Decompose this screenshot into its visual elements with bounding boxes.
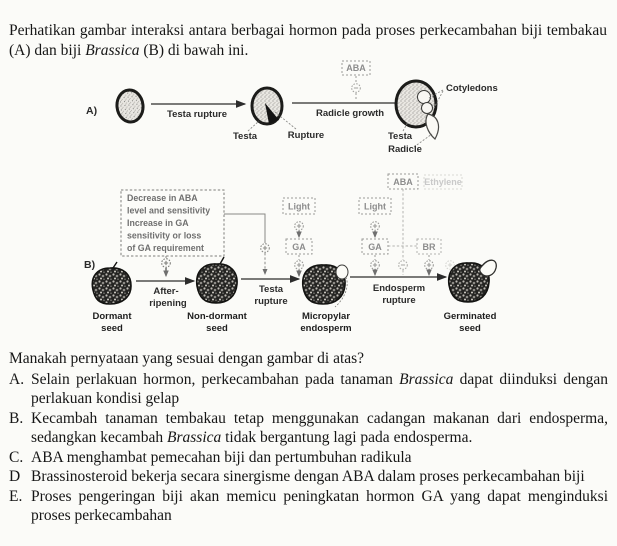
rupture-label-a: Rupture (287, 130, 325, 141)
option-a-text-italic: Brassica (399, 370, 454, 388)
option-e-text-pre: Proses pengeringan biji akan memicu peningkatan hormon GA yang dapat menginduksi proses perkecambahan (31, 487, 608, 524)
option-d (9, 467, 608, 487)
stage-nondormant-1: Non-dormant (187, 311, 247, 322)
ethylene-label: Ethylene (424, 177, 462, 187)
stage-dormant-1: Dormant (92, 311, 132, 322)
option-c-text-pre: ABA menghambat pemecahan biji dan pertumbuhan radikula (31, 448, 412, 466)
br-label: BR (422, 242, 436, 252)
arrow-radicle-growth-label: Radicle growth (315, 108, 385, 119)
intro-text-post: (B) di bawah ini. (139, 41, 249, 59)
plus-icon (371, 261, 380, 270)
endosperm-rupture-label-1: Endosperm (372, 283, 426, 294)
question-prompt: Manakah pernyataan yang sesuai dengan gambar di atas? (9, 350, 365, 367)
stage-micropylar-2: endosperm (300, 323, 352, 334)
arrow-testa-rupture-a-label: Testa rupture (166, 109, 228, 120)
minus-icon (352, 84, 361, 93)
diagram-b-label: B) (84, 259, 96, 271)
testa-label-a: Testa (232, 131, 258, 142)
minus-icon (399, 261, 408, 270)
diagram-a (86, 61, 498, 155)
decrease-line-3: Increase in GA (127, 218, 189, 228)
aba-label-a: ABA (346, 63, 366, 73)
option-b-letter: B. (9, 409, 24, 427)
decrease-line-2: level and sensitivity (127, 205, 211, 216)
intro-text-italic: Brassica (85, 41, 140, 59)
stage-dormant-2: seed (101, 323, 123, 334)
stage-germinated-2: seed (459, 323, 481, 334)
plus-icon (425, 261, 434, 270)
after-ripening-label-2: ripening (149, 298, 187, 309)
aba-label-b: ABA (393, 177, 413, 187)
plus-icon (371, 222, 380, 231)
ga-label-1: GA (292, 242, 306, 252)
light-label-2: Light (364, 201, 386, 212)
leader-testa-a (248, 121, 259, 131)
option-b-text-italic: Brassica (167, 429, 222, 446)
ga-label-2: GA (368, 242, 382, 252)
option-d-text-pre: Brassinosteroid bekerja secara sinergisme dengan ABA dalam proses perkecambahan biji (31, 468, 585, 485)
stage-micropylar-1: Micropylar (301, 311, 351, 322)
micropylar-endosperm-seed (303, 265, 348, 307)
option-a (9, 370, 608, 409)
endosperm-rupture-label-2: rupture (382, 295, 416, 306)
diagram-a-label: A) (86, 105, 98, 117)
diagram-b (84, 174, 497, 334)
option-c (9, 448, 608, 468)
connector-box-testarupture (224, 214, 265, 243)
radicle-label-a3: Radicle (388, 144, 422, 155)
option-c-letter: C. (9, 448, 24, 466)
option-d-letter: D (9, 468, 21, 485)
light-label-1: Light (288, 201, 310, 212)
after-ripening-label-1: After- (153, 286, 179, 297)
option-e-letter: E. (9, 487, 23, 505)
option-a-text-post: dapat diinduksi dengan perlakuan kondisi gelap (31, 370, 609, 407)
stage-nondormant-2: seed (206, 323, 228, 334)
stage-germinated-1: Germinated (443, 311, 497, 322)
option-b (9, 409, 608, 448)
testa-rupture-label-1: Testa (258, 284, 284, 295)
option-a-text-pre: Selain perlakuan hormon, perkecambahan pada tanaman (31, 370, 400, 388)
testa-rupture-label-2: rupture (254, 296, 288, 307)
option-b-text-pre: Kecambah tanaman tembakau tetap menggunakan cadangan makanan dari endosperma, sedangkan kecambah (31, 409, 608, 446)
leader-rupture-a (275, 112, 296, 129)
cotyledons-label: Cotyledons (446, 83, 498, 94)
germinated-seed (449, 260, 497, 302)
decrease-line-5: of GA requirement (127, 243, 204, 253)
plus-icon (261, 244, 270, 253)
dormant-seed (92, 262, 131, 304)
plus-icon (162, 259, 171, 268)
option-e (9, 487, 608, 526)
decrease-line-1: Decrease in ABA (127, 193, 198, 203)
tobacco-seed-initial (115, 89, 144, 124)
plus-icon (295, 261, 304, 270)
testa-label-a3: Testa (387, 131, 413, 142)
question-block (9, 349, 608, 526)
option-b-text-post: tidak bergantung lagi pada endosperma. (221, 429, 473, 446)
germination-diagram (0, 52, 617, 344)
tobacco-seed-testa-rupture (252, 88, 282, 124)
option-a-letter: A. (9, 370, 25, 388)
intro-text-pre: Perhatikan gambar interaksi antara berbagai hormon pada proses perkecambahan biji tembakau (A) dan biji (9, 21, 607, 59)
plus-icon (295, 222, 304, 231)
non-dormant-seed (197, 257, 237, 303)
decrease-line-4: sensitivity or loss (127, 230, 202, 241)
